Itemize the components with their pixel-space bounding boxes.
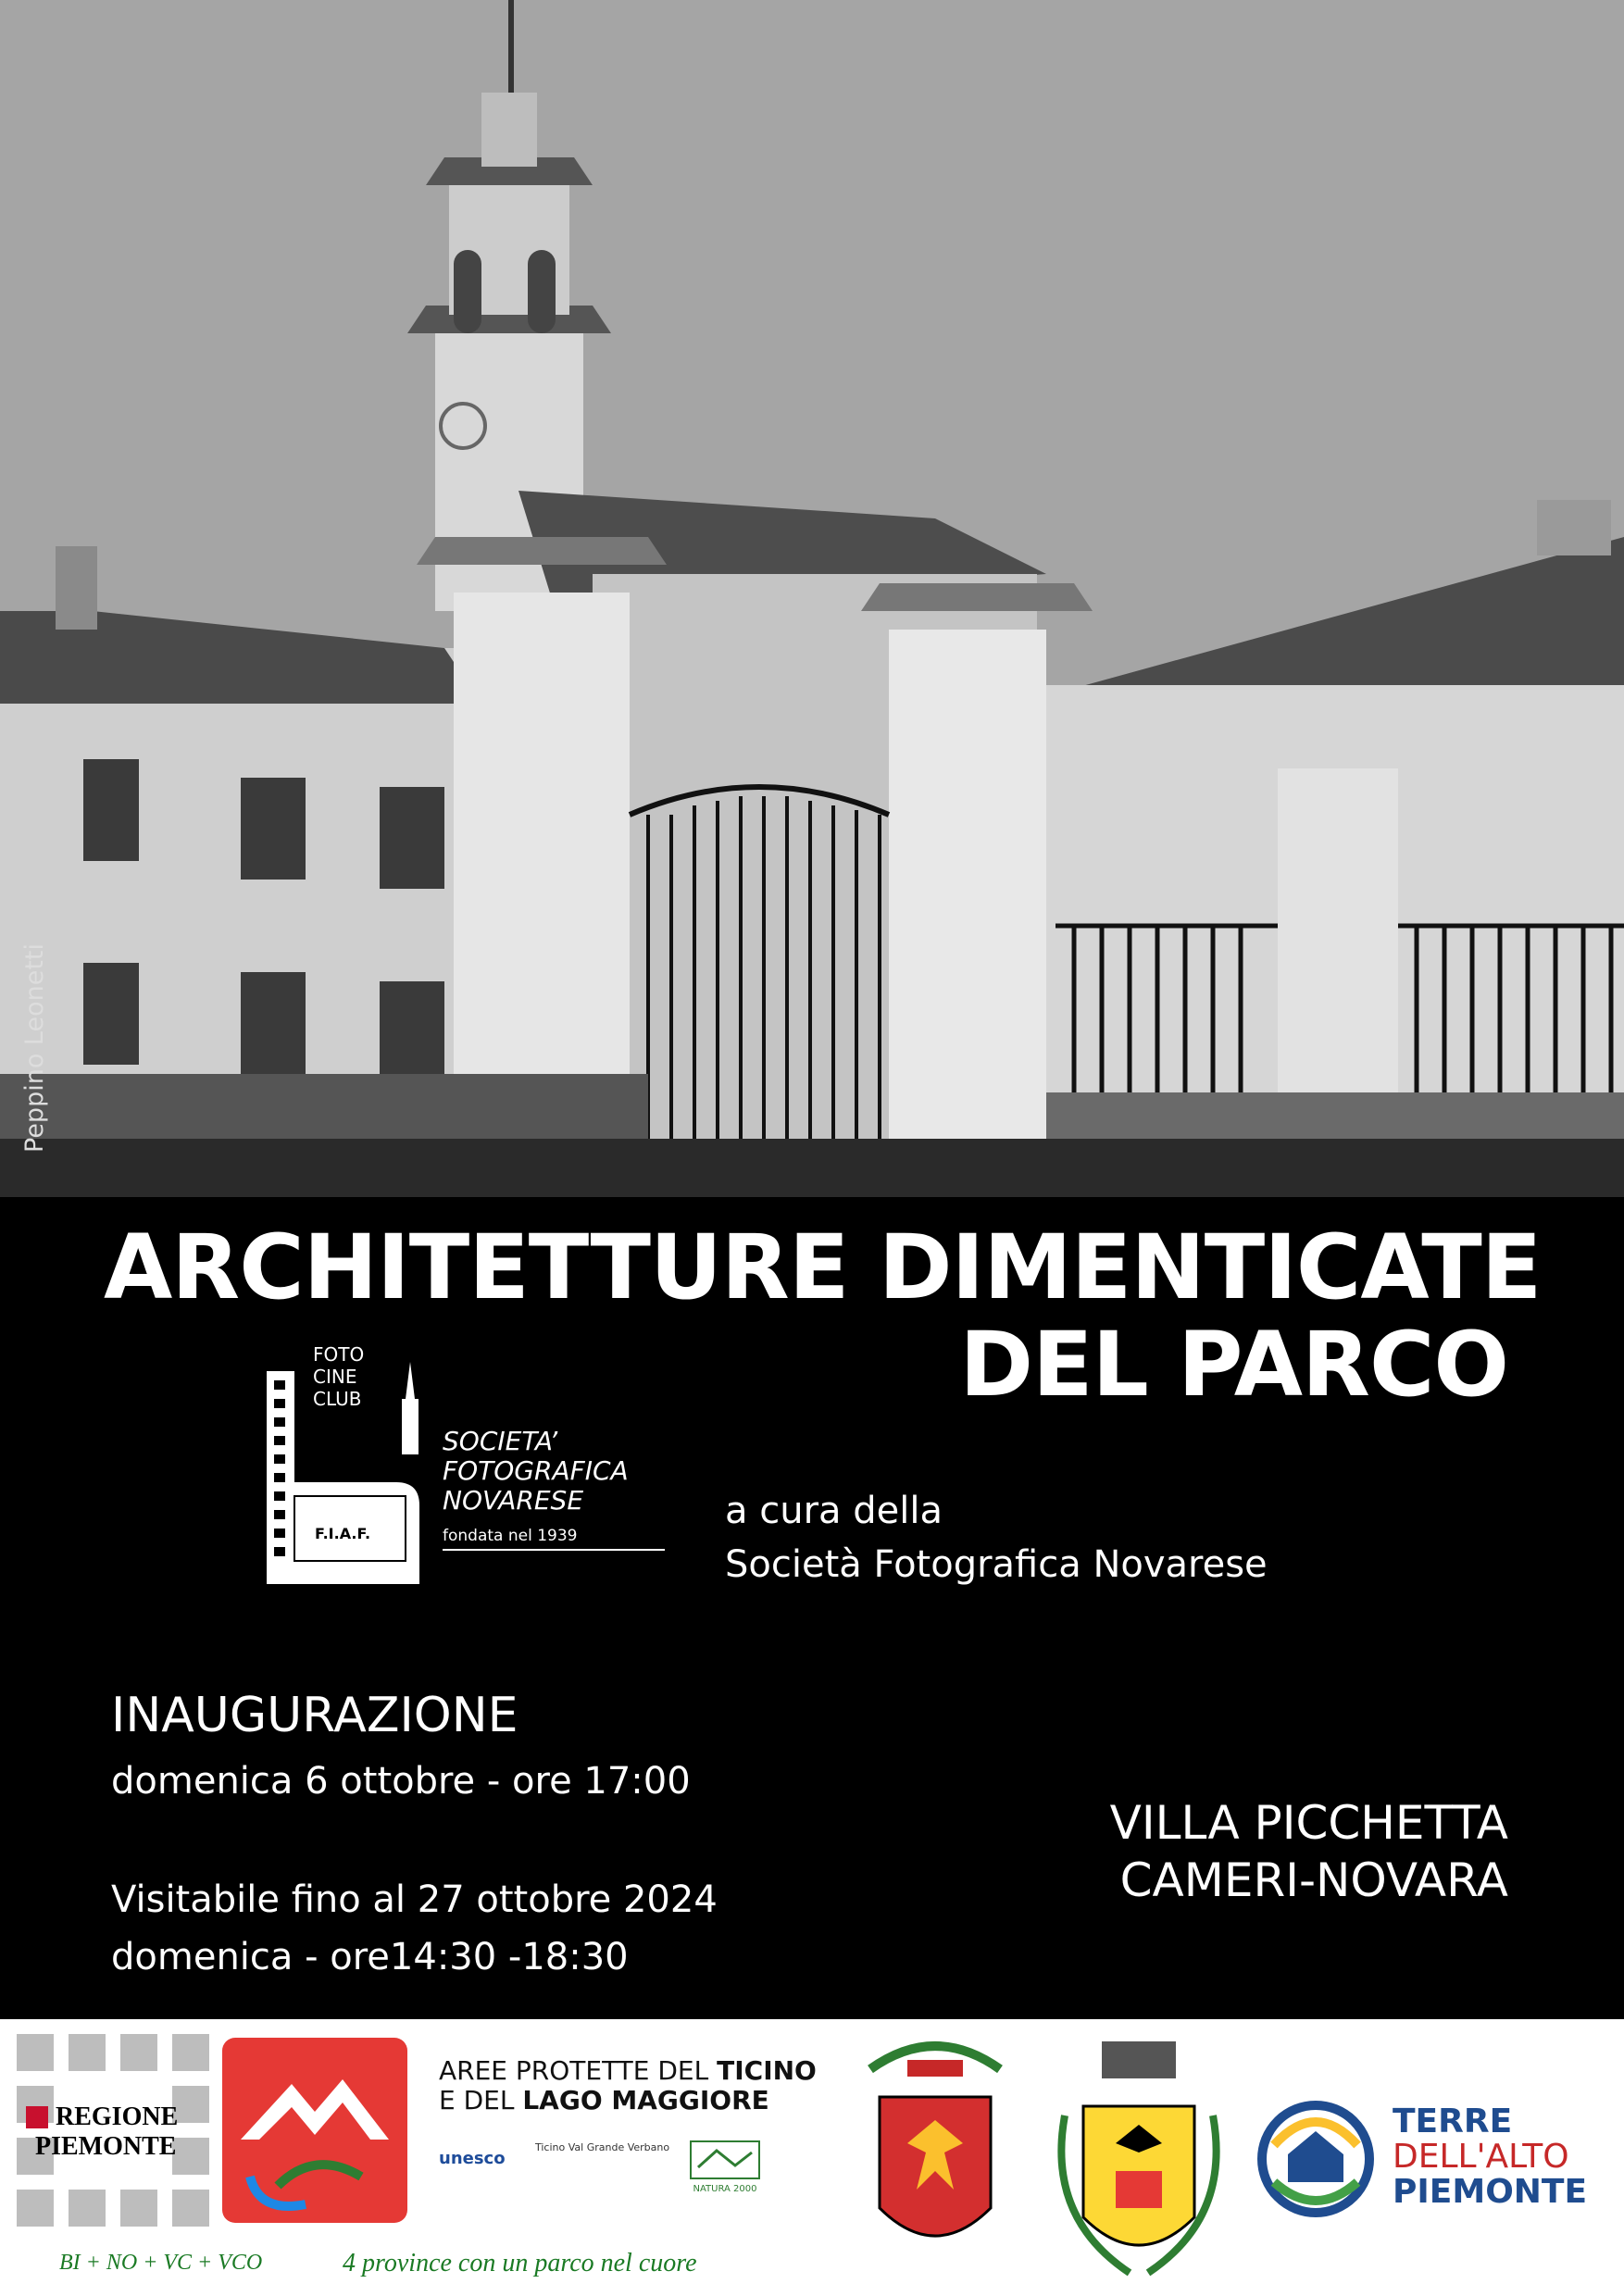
provinces-text: BI + NO + VC + VCO (59, 2251, 263, 2275)
logo-societa-text: SOCIETA’ (443, 1426, 558, 1456)
aree-protette-text (439, 2056, 817, 2115)
curator-block (725, 1484, 1268, 1591)
club-logo (250, 1343, 676, 1593)
sponsor-footer (0, 2019, 1624, 2296)
logo-cine-text: CINE (313, 1366, 357, 1388)
aree-line-1b: TICINO (717, 2055, 817, 2086)
regione-piemonte-text (28, 2103, 178, 2162)
photo-credit: Peppino Leonetti (20, 942, 49, 1153)
motto-text: 4 province con un parco nel cuore (343, 2249, 697, 2277)
curator-line-1: a cura della (725, 1490, 943, 1532)
terre-line-1: TERRE (1393, 2103, 1513, 2140)
logo-societa-name (443, 1427, 629, 1516)
logo-club-text: CLUB (313, 1388, 362, 1410)
logo-underline (443, 1549, 665, 1551)
coat-of-arms-1-icon (852, 2032, 1018, 2282)
unesco-logo: unesco (439, 2149, 506, 2168)
terre-line-3: PIEMONTE (1393, 2173, 1588, 2211)
parco-logo (222, 2038, 407, 2223)
logo-foto-cine-club (313, 1343, 364, 1410)
logo-fiaf: F.I.A.F. (315, 1525, 371, 1542)
venue-block (1110, 1794, 1508, 1909)
title-line-2: DEL PARCO (959, 1313, 1508, 1416)
ticino-text: Ticino Val Grande Verbano (535, 2141, 670, 2153)
terre-line-2: DELL'ALTO (1393, 2138, 1569, 2176)
coat-of-arms-2-icon (1046, 2032, 1231, 2291)
curator-line-2: Società Fotografica Novarese (725, 1543, 1268, 1586)
aree-line-2a: E DEL (439, 2085, 523, 2115)
regione-line-1: REGIONE (56, 2103, 179, 2131)
visit-hours: domenica - ore14:30 -18:30 (111, 1936, 629, 1978)
venue-location: CAMERI-NOVARA (1119, 1853, 1508, 1907)
logo-bfi: BFI-EFI (306, 1571, 361, 1588)
terre-alto-piemonte-text (1393, 2104, 1587, 2210)
inauguration-date: domenica 6 ottobre - ore 17:00 (111, 1760, 691, 1803)
logo-fondata: fondata nel 1939 (443, 1527, 578, 1545)
aree-line-1a: AREE PROTETTE DEL (439, 2055, 718, 2086)
venue-name: VILLA PICCHETTA (1109, 1796, 1508, 1850)
info-band (0, 1197, 1624, 2019)
logo-fotografica-text: FOTOGRAFICA (443, 1455, 629, 1486)
aree-line-2b: LAGO MAGGIORE (522, 2085, 769, 2115)
natura2000-logo (689, 2140, 761, 2195)
visit-until: Visitabile fino al 27 ottobre 2024 (111, 1878, 718, 1921)
terre-alto-piemonte-logo-icon (1255, 2099, 1376, 2219)
natura-text: NATURA 2000 (693, 2184, 757, 2194)
regione-line-2: PIEMONTE (35, 2132, 177, 2161)
mountain-icon (222, 2038, 407, 2223)
logo-novarese-text: NOVARESE (443, 1485, 584, 1516)
logo-foto-text: FOTO (313, 1343, 365, 1366)
inauguration-label: INAUGURAZIONE (111, 1688, 518, 1743)
title-line-1: ARCHITETTURE DIMENTICATE (104, 1216, 1542, 1319)
visit-info (111, 1871, 718, 1986)
